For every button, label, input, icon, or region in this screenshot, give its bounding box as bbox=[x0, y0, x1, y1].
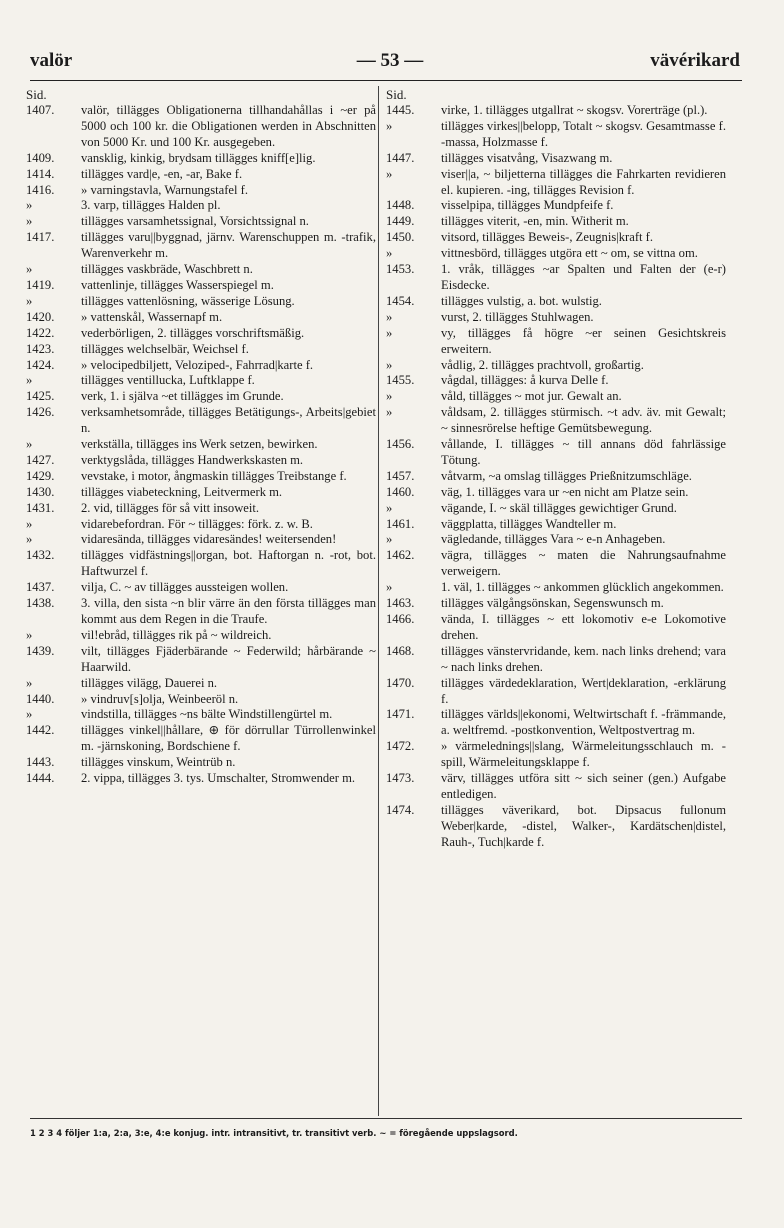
entry-page-number: 1455. bbox=[386, 373, 415, 388]
entry-text: viser||a, ~ biljetterna tillägges die Fahrkarten revidieren el. kupieren. -ing, tillägges Revision f. bbox=[441, 166, 726, 197]
dictionary-entry bbox=[26, 723, 376, 755]
entry-text: tillägges virkes||belopp, Totalt ~ skogsv. Gesamtmasse f. -massa, Holzmasse f. bbox=[441, 118, 726, 149]
left-sid-label: Sid. bbox=[26, 87, 47, 102]
entry-text: verksamhetsområde, tillägges Betätigungs-, Arbeits|gebiet n. bbox=[81, 405, 376, 436]
entry-text: vilt, tillägges Fjäderbärande ~ Federwild; hårbärande ~ Haarwild. bbox=[81, 643, 376, 674]
entry-page-number: » bbox=[386, 389, 393, 404]
entry-page-number: 1437. bbox=[26, 580, 55, 595]
entry-page-number: 1426. bbox=[26, 405, 55, 420]
entry-page-number: » bbox=[386, 357, 393, 372]
dictionary-entry bbox=[26, 167, 376, 183]
dictionary-entry bbox=[386, 151, 726, 167]
entry-page-number: 1449. bbox=[386, 214, 415, 229]
entry-page-number: 1407. bbox=[26, 103, 55, 117]
dictionary-entry bbox=[26, 501, 376, 517]
entry-text: tillägges vidfästnings||organ, bot. Haftorgan n. -rot, bot. Haftwurzel f. bbox=[81, 548, 376, 579]
dictionary-entry bbox=[26, 517, 376, 533]
dictionary-entry bbox=[386, 739, 726, 771]
dictionary-entry bbox=[26, 342, 376, 358]
entry-page-number: » bbox=[386, 166, 393, 181]
dictionary-entry bbox=[386, 596, 726, 612]
dictionary-entry bbox=[26, 580, 376, 596]
entry-page-number: » bbox=[26, 437, 33, 452]
dictionary-entry bbox=[386, 707, 726, 739]
right-sid-label: Sid. bbox=[386, 87, 407, 102]
entry-text: tillägges vard|e, -en, -ar, Bake f. bbox=[81, 166, 243, 181]
entry-page-number: 1448. bbox=[386, 198, 415, 213]
entry-page-number: 1474. bbox=[386, 802, 415, 817]
dictionary-entry bbox=[26, 389, 376, 405]
right-entry-list bbox=[386, 103, 726, 851]
dictionary-entry bbox=[26, 262, 376, 278]
entry-text: vy, tillägges få högre ~er seinen Gesichtskreis erweitern. bbox=[441, 325, 726, 356]
entry-page-number: » bbox=[26, 293, 33, 308]
entry-text: 1. väl, 1. tillägges ~ ankommen glücklich angekommen. bbox=[441, 580, 724, 595]
dictionary-entry bbox=[386, 437, 726, 469]
right-column bbox=[386, 86, 726, 851]
entry-page-number: 1423. bbox=[26, 341, 55, 356]
dictionary-entry bbox=[26, 358, 376, 374]
entry-page-number: » bbox=[386, 118, 393, 133]
dictionary-entry bbox=[26, 326, 376, 342]
entry-text: väg, 1. tillägges vara ur ~en nicht am Platze sein. bbox=[441, 484, 689, 499]
entry-page-number: 1439. bbox=[26, 643, 55, 658]
entry-text: väggplatta, tillägges Wandteller m. bbox=[441, 516, 617, 531]
left-entry-list bbox=[26, 103, 376, 787]
entry-text: tillägges vinskum, Weintrüb n. bbox=[81, 755, 236, 770]
entry-page-number: 1414. bbox=[26, 166, 55, 181]
entry-text: vägande, I. ~ skäl tillägges gewichtiger Grund. bbox=[441, 500, 677, 515]
entry-text: våld, tillägges ~ mot jur. Gewalt an. bbox=[441, 389, 622, 404]
entry-text: vevstake, i motor, ångmaskin tillägges Treibstange f. bbox=[81, 468, 347, 483]
dictionary-entry bbox=[386, 373, 726, 389]
entry-page-number: » bbox=[386, 580, 393, 595]
entry-page-number: » bbox=[26, 516, 33, 531]
dictionary-entry bbox=[386, 485, 726, 501]
dictionary-entry bbox=[26, 214, 376, 230]
entry-page-number: 1419. bbox=[26, 277, 55, 292]
entry-page-number: » bbox=[386, 532, 393, 547]
dictionary-entry bbox=[26, 707, 376, 723]
dictionary-entry bbox=[386, 103, 726, 119]
dictionary-entry bbox=[386, 644, 726, 676]
entry-text: vådlig, 2. tillägges prachtvoll, großartig. bbox=[441, 357, 644, 372]
dictionary-entry bbox=[386, 326, 726, 358]
entry-page-number: » bbox=[386, 246, 393, 261]
entry-page-number: » bbox=[386, 325, 393, 340]
dictionary-entry bbox=[26, 405, 376, 437]
entry-page-number: » bbox=[386, 309, 393, 324]
dictionary-entry bbox=[386, 167, 726, 199]
entry-text: verktygslåda, tillägges Handwerkskasten m. bbox=[81, 452, 304, 467]
entry-text: vållande, I. tillägges ~ till annans död fahrlässige Tötung. bbox=[441, 437, 726, 467]
entry-text: vitsord, tillägges Beweis-, Zeugnis|kraft f. bbox=[441, 230, 654, 245]
entry-page-number: » bbox=[26, 675, 33, 690]
entry-text: tillägges viterit, -en, min. Witherit m. bbox=[441, 214, 629, 229]
entry-text: tillägges visatvång, Visazwang m. bbox=[441, 150, 613, 165]
entry-text: » varningstavla, Warnungstafel f. bbox=[81, 182, 248, 197]
entry-text: tillägges ventillucka, Luftklappe f. bbox=[81, 373, 255, 388]
entry-text: våtvarm, ~a omslag tillägges Prießnitzumschläge. bbox=[441, 468, 692, 483]
entry-page-number: 1427. bbox=[26, 452, 55, 467]
header-left-guideword: valör bbox=[30, 50, 73, 71]
entry-page-number: » bbox=[26, 214, 33, 229]
entry-page-number: 1461. bbox=[386, 516, 415, 531]
entry-text: våldsam, 2. tillägges stürmisch. ~t adv. äv. mit Gewalt; ~ sinnesrörelse heftige Gemütsbewegung. bbox=[441, 405, 726, 436]
dictionary-entry bbox=[386, 294, 726, 310]
entry-text: 3. varp, tillägges Halden pl. bbox=[81, 198, 221, 213]
dictionary-entry bbox=[386, 580, 726, 596]
entry-page-number: » bbox=[26, 262, 33, 277]
dictionary-entry bbox=[26, 198, 376, 214]
entry-text: » värmelednings||slang, Wärmeleitungsschlauch m. -spill, Wärmeleitungsklappe f. bbox=[441, 739, 726, 770]
dictionary-entry bbox=[386, 246, 726, 262]
entry-page-number: » bbox=[26, 627, 33, 642]
entry-page-number: » bbox=[26, 198, 33, 213]
entry-text: 3. villa, den sista ~n blir värre än den första tillägges man kommt aus dem Regen in die Traufe. bbox=[81, 596, 376, 626]
dictionary-entry bbox=[26, 230, 376, 262]
entry-page-number: 1442. bbox=[26, 723, 55, 738]
dictionary-entry bbox=[26, 469, 376, 485]
entry-page-number: 1466. bbox=[386, 612, 415, 626]
entry-text: » vindruv[s]olja, Weinbeeröl n. bbox=[81, 691, 239, 706]
dictionary-entry bbox=[386, 405, 726, 437]
entry-page-number: 1432. bbox=[26, 548, 55, 563]
entry-text: tillägges vattenlösning, wässerige Lösung. bbox=[81, 293, 295, 308]
entry-page-number: 1416. bbox=[26, 182, 55, 197]
dictionary-entry bbox=[26, 548, 376, 580]
entry-page-number: 1444. bbox=[26, 771, 55, 786]
dictionary-entry bbox=[26, 151, 376, 167]
entry-page-number: 1420. bbox=[26, 309, 55, 324]
entry-text: valör, tillägges Obligationerna tillhandahållas i ~er på 5000 och 100 kr. die Obligationen werden in Abschnitten von 5000 Kr. und 100 Kr. ausgegeben. bbox=[81, 103, 376, 149]
dictionary-entry bbox=[386, 517, 726, 533]
entry-page-number: 1471. bbox=[386, 707, 415, 722]
abbreviation-footer: 1 2 3 4 följer 1:a, 2:a, 3:e, 4:e konjug. intr. intransitivt, tr. transitivt verb. ~ = föregående uppslagsord. bbox=[30, 1128, 518, 1138]
entry-text: 2. vippa, tillägges 3. tys. Umschalter, Stromwender m. bbox=[81, 771, 356, 786]
entry-page-number: 1445. bbox=[386, 103, 415, 117]
dictionary-entry bbox=[26, 771, 376, 787]
entry-page-number: 1422. bbox=[26, 325, 55, 340]
entry-page-number: 1424. bbox=[26, 357, 55, 372]
dictionary-entry bbox=[386, 214, 726, 230]
entry-page-number: 1417. bbox=[26, 230, 55, 245]
entry-page-number: 1443. bbox=[26, 755, 55, 770]
entry-text: virke, 1. tillägges utgallrat ~ skogsv. Vorerträge (pl.). bbox=[441, 103, 708, 117]
entry-text: tillägges varsamhetssignal, Vorsichtssignal n. bbox=[81, 214, 309, 229]
entry-text: vansklig, kinkig, brydsam tillägges kniff[e]lig. bbox=[81, 150, 316, 165]
dictionary-entry bbox=[26, 310, 376, 326]
entry-page-number: 1409. bbox=[26, 150, 55, 165]
entry-page-number: 1473. bbox=[386, 771, 415, 786]
page-header bbox=[30, 50, 740, 74]
dictionary-entry bbox=[26, 485, 376, 501]
dictionary-entry bbox=[386, 198, 726, 214]
entry-page-number: 1456. bbox=[386, 437, 415, 452]
entry-page-number: 1450. bbox=[386, 230, 415, 245]
dictionary-entry bbox=[26, 103, 376, 151]
dictionary-entry bbox=[26, 596, 376, 628]
entry-page-number: » bbox=[26, 532, 33, 547]
entry-page-number: 1470. bbox=[386, 675, 415, 690]
dictionary-entry bbox=[26, 437, 376, 453]
entry-text: vittnesbörd, tillägges utgöra ett ~ om, se vittna om. bbox=[441, 246, 698, 261]
entry-page-number: 1438. bbox=[26, 596, 55, 611]
entry-text: 1. vråk, tillägges ~ar Spalten und Falten der (e-r) Eisdecke. bbox=[441, 262, 726, 292]
entry-page-number: 1440. bbox=[26, 691, 55, 706]
entry-text: vidaresända, tillägges vidaresändes! weitersenden! bbox=[81, 532, 337, 547]
header-rule bbox=[30, 80, 742, 81]
entry-text: vidarebefordran. För ~ tillägges: förk. z. w. B. bbox=[81, 516, 313, 531]
entry-page-number: 1425. bbox=[26, 389, 55, 404]
dictionary-entry bbox=[386, 501, 726, 517]
entry-text: » velocipedbiljett, Veloziped-, Fahrrad|karte f. bbox=[81, 357, 314, 372]
entry-text: tillägges vänstervridande, kem. nach links drehend; vara ~ nach links drehen. bbox=[441, 643, 726, 674]
dictionary-entry bbox=[26, 755, 376, 771]
header-right-guideword: vävérikard bbox=[650, 50, 740, 71]
entry-page-number: 1454. bbox=[386, 293, 415, 308]
entry-text: vilja, C. ~ av tillägges aussteigen wollen. bbox=[81, 580, 289, 595]
dictionary-entry bbox=[386, 230, 726, 246]
dictionary-entry bbox=[386, 532, 726, 548]
entry-text: vindstilla, tillägges ~ns bälte Windstillengürtel m. bbox=[81, 707, 333, 722]
entry-page-number: » bbox=[386, 405, 393, 420]
entry-text: visselpipa, tillägges Mundpfeife f. bbox=[441, 198, 614, 213]
dictionary-entry bbox=[386, 262, 726, 294]
dictionary-entry bbox=[26, 676, 376, 692]
entry-text: 2. vid, tillägges för så vitt insoweit. bbox=[81, 500, 260, 515]
entry-text: verk, 1. i själva ~et tillägges im Grunde. bbox=[81, 389, 284, 404]
dictionary-entry bbox=[386, 310, 726, 326]
entry-text: vågdal, tillägges: å kurva Delle f. bbox=[441, 373, 609, 388]
entry-text: vägledande, tillägges Vara ~ e-n Anhageben. bbox=[441, 532, 666, 547]
dictionary-entry bbox=[386, 803, 726, 851]
entry-text: tillägges vilägg, Dauerei n. bbox=[81, 675, 218, 690]
entry-text: värv, tillägges utföra sitt ~ sich seiner (gen.) Aufgabe entledigen. bbox=[441, 771, 726, 801]
entry-page-number: 1468. bbox=[386, 643, 415, 658]
dictionary-entry bbox=[26, 278, 376, 294]
entry-text: tillägges welchselbär, Weichsel f. bbox=[81, 341, 249, 356]
entry-text: verkställa, tillägges ins Werk setzen, bewirken. bbox=[81, 437, 318, 452]
dictionary-entry bbox=[26, 453, 376, 469]
dictionary-entry bbox=[386, 676, 726, 708]
entry-text: tillägges väverikard, bot. Dipsacus fullonum Weber|karde, -distel, Walker-, Kardätschen|distel, Rauh-, Tuch|karde f. bbox=[441, 802, 726, 849]
dictionary-entry bbox=[26, 644, 376, 676]
entry-text: vil!ebråd, tillägges rik på ~ wildreich. bbox=[81, 627, 272, 642]
dictionary-entry bbox=[386, 119, 726, 151]
page-number: — 53 — bbox=[356, 50, 424, 71]
entry-page-number: 1453. bbox=[386, 262, 415, 277]
entry-text: vederbörligen, 2. tillägges vorschriftsmäßig. bbox=[81, 325, 305, 340]
dictionary-entry bbox=[386, 771, 726, 803]
entry-text: tillägges vinkel||hållare, ⊕ för dörrullar Türrollenwinkel m. -järnskoning, Bordschiene f. bbox=[81, 723, 376, 754]
entry-text: tillägges varu||byggnad, järnv. Warenschuppen m. -trafik, Warenverkehr m. bbox=[81, 230, 376, 261]
dictionary-entry bbox=[26, 692, 376, 708]
entry-text: tillägges vaskbräde, Waschbrett n. bbox=[81, 262, 253, 277]
dictionary-entry bbox=[26, 183, 376, 199]
entry-text: vurst, 2. tillägges Stuhlwagen. bbox=[441, 309, 594, 324]
entry-page-number: » bbox=[26, 707, 33, 722]
dictionary-entry bbox=[386, 469, 726, 485]
column-divider bbox=[378, 86, 379, 1116]
entry-text: tillägges viabeteckning, Leitvermerk m. bbox=[81, 484, 283, 499]
entry-page-number: 1429. bbox=[26, 468, 55, 483]
entry-page-number: 1430. bbox=[26, 484, 55, 499]
entry-page-number: 1431. bbox=[26, 500, 55, 515]
entry-text: tillägges vulstig, a. bot. wulstig. bbox=[441, 293, 602, 308]
dictionary-entry bbox=[386, 358, 726, 374]
entry-text: tillägges välgångsönskan, Segenswunsch m. bbox=[441, 596, 664, 611]
entry-page-number: 1463. bbox=[386, 596, 415, 611]
entry-text: tillägges värdedeklaration, Wert|deklaration, -erklärung f. bbox=[441, 675, 726, 706]
entry-page-number: 1472. bbox=[386, 739, 415, 754]
dictionary-entry bbox=[26, 294, 376, 310]
entry-page-number: » bbox=[386, 500, 393, 515]
entry-page-number: 1457. bbox=[386, 468, 415, 483]
dictionary-entry bbox=[386, 389, 726, 405]
dictionary-entry bbox=[26, 373, 376, 389]
entry-text: tillägges världs||ekonomi, Weltwirtschaft f. -främmande, a. weltfremd. -postkonvention, Weltpostvertrag m. bbox=[441, 707, 726, 738]
dictionary-entry bbox=[26, 532, 376, 548]
entry-page-number: 1462. bbox=[386, 548, 415, 563]
dictionary-entry bbox=[386, 612, 726, 644]
entry-text: vattenlinje, tillägges Wasserspiegel m. bbox=[81, 277, 274, 292]
dictionary-entry bbox=[386, 548, 726, 580]
entry-text: vända, I. tillägges ~ ett lokomotiv e-e Lokomotive drehen. bbox=[441, 612, 726, 642]
entry-text: vägra, tillägges ~ maten die Nahrungsaufnahme verweigern. bbox=[441, 548, 726, 579]
entry-page-number: » bbox=[26, 373, 33, 388]
left-column bbox=[26, 86, 376, 787]
footer-rule bbox=[30, 1118, 742, 1119]
entry-text: » vattenskål, Wassernapf m. bbox=[81, 309, 223, 324]
entry-page-number: 1460. bbox=[386, 484, 415, 499]
entry-page-number: 1447. bbox=[386, 150, 415, 165]
dictionary-entry bbox=[26, 628, 376, 644]
